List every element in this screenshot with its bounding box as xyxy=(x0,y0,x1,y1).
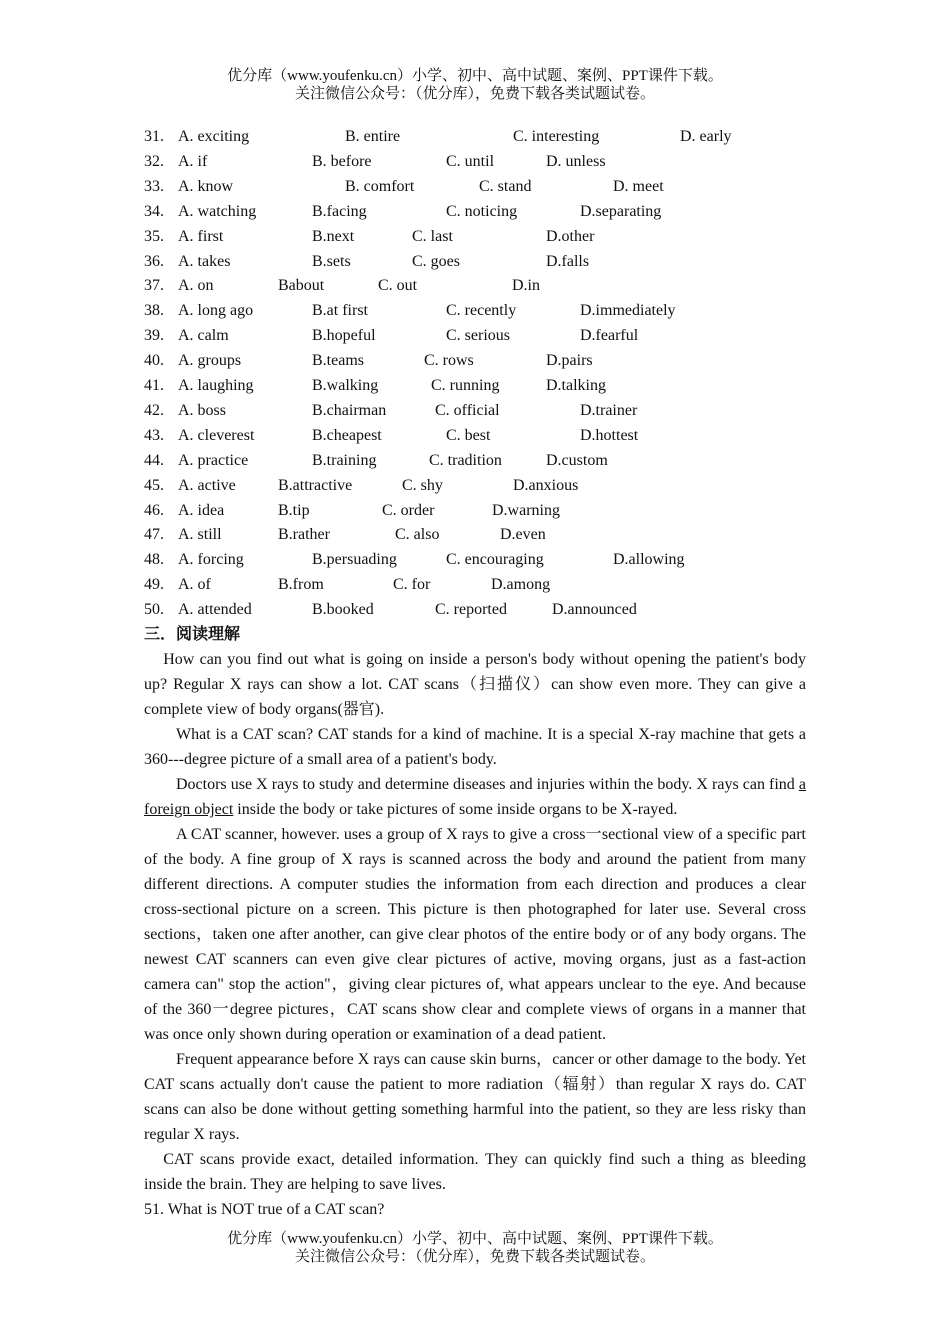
option-b: B.booked xyxy=(312,601,374,619)
option-b: B.walking xyxy=(312,377,379,394)
passage-paragraph-1: How can you find out what is going on inside a person's body without opening the patient's body up? Regular X rays can show a lot. CAT scans（扫描仪）can show even more. They can give a complete view of body organs(器官). xyxy=(144,651,806,718)
page-header xyxy=(0,67,950,103)
option-c: C. for xyxy=(393,576,431,594)
section-title: 三．阅读理解 xyxy=(144,626,241,643)
option-d: D.custom xyxy=(546,451,608,469)
footer-line-2: 关注微信公众号：（优分库），免费下载各类试题试卷。 xyxy=(294,1249,655,1265)
option-c: C. last xyxy=(412,227,453,245)
question-number: 35. xyxy=(144,227,164,245)
option-a: A. forcing xyxy=(178,551,244,569)
option-c: C. running xyxy=(431,377,500,394)
option-c: C. reported xyxy=(435,601,507,619)
option-c: C. interesting xyxy=(513,128,600,145)
option-c: C. tradition xyxy=(429,451,502,469)
option-d: D.fearful xyxy=(580,327,639,345)
option-c: C. best xyxy=(446,426,491,444)
passage-paragraph-6: CAT scans provide exact, detailed information. They can quickly find such a thing as bleeding inside the brain. They are helping to save lives. xyxy=(144,1151,806,1193)
option-c: C. encouraging xyxy=(446,551,544,569)
option-a: A. watching xyxy=(178,202,257,220)
option-b: B.rather xyxy=(278,526,330,544)
option-b: B. comfort xyxy=(345,177,415,195)
question-number: 31. xyxy=(144,128,164,145)
option-a: A. first xyxy=(178,227,224,245)
header-line-1: 优分库（www.youfenku.cn）小学、初中、高中试题、案例、PPT课件下载。 xyxy=(227,68,723,84)
option-b: B. before xyxy=(312,152,372,170)
option-d: D.pairs xyxy=(546,352,593,370)
question-number: 44. xyxy=(144,451,164,469)
option-b: B.persuading xyxy=(312,551,397,569)
question-number: 47. xyxy=(144,526,164,544)
option-d: D.among xyxy=(491,576,551,594)
option-b: B.facing xyxy=(312,202,367,220)
question-number: 32. xyxy=(144,152,164,170)
option-d: D. early xyxy=(680,128,732,145)
question-number: 50. xyxy=(144,601,164,619)
option-a: A. boss xyxy=(178,401,227,419)
question-51: 51. What is NOT true of a CAT scan? xyxy=(144,1201,385,1218)
question-number: 41. xyxy=(144,377,164,394)
option-a: A. long ago xyxy=(178,302,254,320)
option-a: A. if xyxy=(178,152,208,170)
option-d: D.allowing xyxy=(613,551,685,569)
p3-text-after: inside the body or take pictures of some inside organs to be X-rayed. xyxy=(233,801,678,818)
footer-line-1: 优分库（www.youfenku.cn）小学、初中、高中试题、案例、PPT课件下载。 xyxy=(227,1231,723,1247)
option-b: B.hopeful xyxy=(312,327,376,345)
option-a: A. groups xyxy=(178,352,242,370)
option-c: C. order xyxy=(382,501,435,519)
option-d: D.warning xyxy=(492,501,560,519)
option-c: C. stand xyxy=(479,177,532,195)
passage-paragraph-2: What is a CAT scan? CAT stands for a kind of machine. It is a special X-ray machine that gets a 360---degree picture of a small area of a patient's body. xyxy=(144,726,806,768)
option-a: A. laughing xyxy=(178,377,254,394)
option-b: B.cheapest xyxy=(312,426,382,444)
option-b: B.sets xyxy=(312,252,351,270)
option-c: C. goes xyxy=(412,252,460,270)
option-a: A. calm xyxy=(178,327,229,345)
question-number: 49. xyxy=(144,576,164,594)
option-d: D.other xyxy=(546,227,595,245)
option-d: D. meet xyxy=(613,177,664,195)
option-a: A. know xyxy=(178,177,234,195)
option-d: D.even xyxy=(500,526,546,544)
question-number: 39. xyxy=(144,327,164,345)
option-c: C. official xyxy=(435,401,500,419)
option-b: B.training xyxy=(312,451,377,469)
option-d: D.announced xyxy=(552,601,637,619)
option-d: D.hottest xyxy=(580,426,639,444)
option-b: B.attractive xyxy=(278,476,353,494)
header-line-2: 关注微信公众号：（优分库），免费下载各类试题试卷。 xyxy=(294,86,655,102)
option-a: A. idea xyxy=(178,501,225,519)
question-number: 45. xyxy=(144,476,164,494)
option-a: A. cleverest xyxy=(178,426,255,444)
question-number: 36. xyxy=(144,252,164,270)
question-number: 40. xyxy=(144,352,164,370)
option-b: B.next xyxy=(312,227,355,245)
underlined-phrase: a foreign object xyxy=(144,776,806,818)
question-number: 38. xyxy=(144,302,164,320)
option-a: A. takes xyxy=(178,252,231,270)
option-d: D.in xyxy=(512,277,540,295)
option-a: A. of xyxy=(178,576,211,594)
option-a: A. attended xyxy=(178,601,252,619)
option-c: C. until xyxy=(446,152,495,170)
option-b: B.at first xyxy=(312,302,368,320)
option-c: C. recently xyxy=(446,302,517,320)
option-c: C. noticing xyxy=(446,202,518,220)
option-b: B.tip xyxy=(278,501,310,519)
reading-passage xyxy=(144,647,806,1222)
option-c: C. rows xyxy=(424,352,474,370)
page-footer xyxy=(0,1230,950,1266)
option-d: D.separating xyxy=(580,202,662,220)
option-c: C. shy xyxy=(402,476,443,494)
passage-paragraph-3 xyxy=(144,772,806,822)
option-a: A. active xyxy=(178,476,236,494)
question-number: 34. xyxy=(144,202,164,220)
option-c: C. also xyxy=(395,526,440,544)
question-number: 37. xyxy=(144,277,164,295)
option-a: A. practice xyxy=(178,451,249,469)
option-b: B.chairman xyxy=(312,401,387,419)
option-b: Babout xyxy=(278,277,325,295)
option-d: D.falls xyxy=(546,252,590,270)
option-c: C. serious xyxy=(446,327,510,345)
option-b: B. entire xyxy=(345,128,401,145)
option-d: D.talking xyxy=(546,377,606,394)
question-number: 48. xyxy=(144,551,164,569)
option-a: A. exciting xyxy=(178,128,250,145)
question-number: 43. xyxy=(144,426,164,444)
option-d: D.immediately xyxy=(580,302,676,320)
question-number: 46. xyxy=(144,501,164,519)
question-number: 33. xyxy=(144,177,164,195)
option-b: B.teams xyxy=(312,352,364,370)
option-c: C. out xyxy=(378,277,418,295)
option-b: B.from xyxy=(278,576,324,594)
option-a: A. still xyxy=(178,526,222,544)
option-d: D.anxious xyxy=(513,476,579,494)
p3-text-before: Doctors use X rays to study and determine diseases and injuries within the body. X rays can find xyxy=(176,776,799,793)
question-number: 42. xyxy=(144,401,164,419)
option-d: D.trainer xyxy=(580,401,638,419)
option-a: A. on xyxy=(178,277,214,295)
option-d: D. unless xyxy=(546,152,606,170)
passage-paragraph-5: Frequent appearance before X rays can cause skin burns，cancer or other damage to the body. Yet CAT scans actually don't cause the patient to more radiation（辐射）than regular X rays do. CAT scans can also be done without getting something harmful into the patient, so they are less risky than regular X rays. xyxy=(144,1051,806,1143)
passage-paragraph-4: A CAT scanner, however. uses a group of X rays to give a cross一sectional view of a specific part of the body. A fine group of X rays is scanned across the body and around the patient from many different directions. A computer studies the information from each direction and produces a clear cross-sectional picture on a screen. This picture is then photographed for later use. Several cross sections，taken one after another, can give clear photos of the entire body or of any body organs. The newest CAT scanners can even give clear pictures of active, moving organs, just as a fast-action camera can" stop the action"，giving clear pictures of, what appears unclear to the eye. And because of the 360一degree pictures，CAT scans show clear and complete views of organs in a manner that was once only shown during operation or examination of a dead patient. xyxy=(144,826,806,1043)
